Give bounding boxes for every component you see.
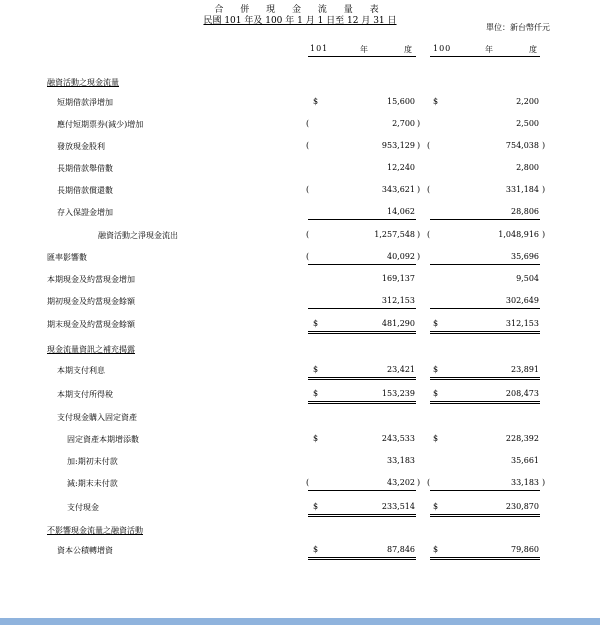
- total-double-line: [430, 557, 540, 558]
- close-paren: ): [417, 230, 421, 239]
- row-label: 本期支付利息: [57, 366, 105, 375]
- value-101: 169,137: [381, 274, 415, 283]
- total-double-line: [308, 559, 416, 560]
- value-101: 23,421: [387, 365, 415, 374]
- total-double-line: [430, 379, 540, 380]
- row-label: 應付短期票券(減少)增加: [57, 120, 144, 129]
- total-double-line: [308, 377, 416, 378]
- dollar-sign: $: [433, 97, 439, 106]
- col-101-year: 101: [310, 44, 329, 53]
- bottom-bar: [0, 618, 600, 625]
- value-100: 33,183: [511, 478, 539, 487]
- row-label: 短期借款淨增加: [57, 98, 113, 107]
- subtotal-line: [430, 490, 540, 491]
- row-label: 匯率影響數: [47, 253, 87, 262]
- open-paren: (: [427, 230, 431, 239]
- close-paren: ): [542, 141, 546, 150]
- total-double-line: [430, 516, 540, 517]
- total-double-line: [308, 401, 416, 402]
- total-double-line: [430, 559, 540, 560]
- value-101: 2,700: [392, 119, 415, 128]
- total-double-line: [308, 516, 416, 517]
- row-label: 發放現金股利: [57, 142, 105, 151]
- total-double-line: [430, 331, 540, 332]
- open-paren: (: [306, 185, 310, 194]
- report-period: 民國 101 年及 100 年 1 月 1 日至 12 月 31 日: [203, 16, 397, 26]
- value-100: 23,891: [511, 365, 539, 374]
- value-101: 87,846: [387, 545, 415, 554]
- value-100: 79,860: [511, 545, 539, 554]
- close-paren: ): [417, 119, 421, 128]
- value-101: 15,600: [387, 97, 415, 106]
- subtotal-line: [308, 490, 416, 491]
- col-101-underline: [308, 56, 416, 57]
- value-100: 2,800: [516, 163, 539, 172]
- open-paren: (: [306, 119, 310, 128]
- value-101: 481,290: [381, 319, 415, 328]
- row-label: 本期現金及約當現金增加: [47, 275, 135, 284]
- value-100: 35,661: [511, 456, 539, 465]
- subtotal-line: [308, 308, 416, 309]
- dollar-sign: $: [433, 319, 439, 328]
- dollar-sign: $: [433, 502, 439, 511]
- value-100: 9,504: [516, 274, 539, 283]
- row-label: 固定資產本期增添數: [67, 435, 139, 444]
- row-label: 減:期末未付款: [67, 479, 118, 488]
- dollar-sign: $: [313, 389, 319, 398]
- row-label: 本期支付所得稅: [57, 390, 113, 399]
- row-label: 長期借款舉借數: [57, 164, 113, 173]
- close-paren: ): [417, 141, 421, 150]
- close-paren: ): [417, 185, 421, 194]
- col-100-year: 100: [433, 44, 452, 53]
- total-double-line: [430, 401, 540, 402]
- total-double-line: [308, 331, 416, 332]
- total-double-line: [308, 557, 416, 558]
- subtotal-line: [430, 264, 540, 265]
- total-double-line: [430, 514, 540, 515]
- value-101: 243,533: [381, 434, 415, 443]
- total-double-line: [308, 379, 416, 380]
- dollar-sign: $: [313, 97, 319, 106]
- report-title: 合 併 現 金 流 量 表: [214, 5, 386, 15]
- close-paren: ): [542, 230, 546, 239]
- row-label: 長期借款償還數: [57, 186, 113, 195]
- open-paren: (: [427, 185, 431, 194]
- open-paren: (: [427, 478, 431, 487]
- section-supplementary: 現金流量資訊之補充揭露: [47, 345, 135, 354]
- col-101-nian: 年: [360, 45, 369, 54]
- total-double-line: [430, 377, 540, 378]
- value-101: 43,202: [387, 478, 415, 487]
- col-100-nian: 年: [485, 45, 494, 54]
- value-100: 2,500: [516, 119, 539, 128]
- open-paren: (: [306, 478, 310, 487]
- value-100: 754,038: [505, 141, 539, 150]
- subtotal-line: [308, 219, 416, 220]
- row-label: 支付現金: [67, 503, 99, 512]
- open-paren: (: [306, 252, 310, 261]
- dollar-sign: $: [433, 365, 439, 374]
- dollar-sign: $: [313, 319, 319, 328]
- value-101: 153,239: [381, 389, 415, 398]
- value-101: 14,062: [387, 207, 415, 216]
- value-101: 33,183: [387, 456, 415, 465]
- open-paren: (: [427, 141, 431, 150]
- total-double-line: [308, 514, 416, 515]
- close-paren: ): [542, 478, 546, 487]
- value-101: 1,257,548: [374, 230, 415, 239]
- value-100: 35,696: [511, 252, 539, 261]
- value-101: 40,092: [387, 252, 415, 261]
- subtotal-line: [430, 308, 540, 309]
- row-label: 支付現金購入固定資產: [57, 413, 137, 422]
- col-100-underline: [430, 56, 540, 57]
- value-100: 28,806: [511, 207, 539, 216]
- dollar-sign: $: [433, 434, 439, 443]
- value-100: 228,392: [505, 434, 539, 443]
- dollar-sign: $: [313, 434, 319, 443]
- col-100-du: 度: [529, 45, 538, 54]
- value-101: 312,153: [381, 296, 415, 305]
- value-101: 343,621: [381, 185, 415, 194]
- value-100: 2,200: [516, 97, 539, 106]
- value-100: 331,184: [505, 185, 539, 194]
- value-100: 312,153: [505, 319, 539, 328]
- value-101: 953,129: [381, 141, 415, 150]
- section-noncash: 不影響現金流量之融資活動: [47, 526, 143, 535]
- close-paren: ): [417, 478, 421, 487]
- total-double-line: [430, 333, 540, 334]
- row-label: 融資活動之淨現金流出: [98, 231, 178, 240]
- row-label: 資本公積轉增資: [57, 546, 113, 555]
- dollar-sign: $: [313, 545, 319, 554]
- value-100: 208,473: [505, 389, 539, 398]
- dollar-sign: $: [433, 545, 439, 554]
- value-101: 233,514: [381, 502, 415, 511]
- dollar-sign: $: [433, 389, 439, 398]
- row-label: 存入保證金增加: [57, 208, 113, 217]
- row-label: 期末現金及約當現金餘額: [47, 320, 135, 329]
- value-100: 230,870: [505, 502, 539, 511]
- dollar-sign: $: [313, 502, 319, 511]
- value-100: 302,649: [505, 296, 539, 305]
- col-101-du: 度: [404, 45, 413, 54]
- close-paren: ): [417, 252, 421, 261]
- unit-label: 單位：新台幣仟元: [486, 23, 550, 32]
- close-paren: ): [542, 185, 546, 194]
- total-double-line: [308, 333, 416, 334]
- row-label: 期初現金及約當現金餘額: [47, 297, 135, 306]
- total-double-line: [308, 403, 416, 404]
- total-double-line: [430, 403, 540, 404]
- value-100: 1,048,916: [498, 230, 539, 239]
- open-paren: (: [306, 141, 310, 150]
- value-101: 12,240: [387, 163, 415, 172]
- subtotal-line: [308, 264, 416, 265]
- dollar-sign: $: [313, 365, 319, 374]
- open-paren: (: [306, 230, 310, 239]
- subtotal-line: [430, 219, 540, 220]
- row-label: 加:期初未付款: [67, 457, 118, 466]
- section-financing: 融資活動之現金流量: [47, 78, 119, 87]
